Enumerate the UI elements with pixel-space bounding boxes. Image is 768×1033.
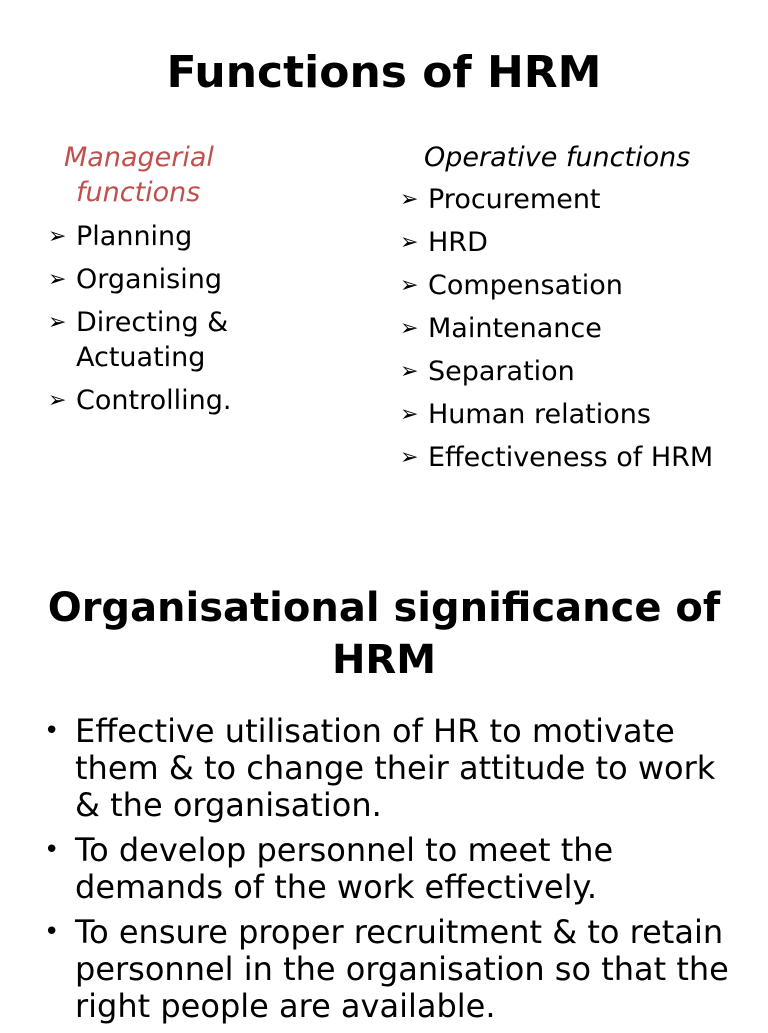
bullet-text: To ensure proper recruitment & to retain personnel in the organisation so that the right people are available. [75, 913, 729, 1025]
list-item-label: Procurement [428, 184, 601, 215]
list-item-label: Compensation [428, 270, 623, 301]
list-item [48, 383, 308, 418]
managerial-heading-line1: Managerial [64, 142, 214, 173]
list-item [400, 268, 720, 303]
list-item [44, 914, 744, 1025]
list-item-label: Effectiveness of HRM [428, 442, 714, 473]
list-item [48, 305, 308, 375]
arrow-bullet-icon: ➢ [400, 445, 419, 470]
operative-functions-heading: Operative functions [424, 142, 691, 173]
slide-title-functions: Functions of HRM [166, 47, 602, 98]
list-item-label: Organising [76, 264, 222, 295]
list-item [400, 354, 720, 389]
bullet-text: To develop personnel to meet the demands of the work effectively. [75, 831, 614, 906]
list-item-label: Directing & Actuating [76, 307, 229, 373]
bullet-dot-icon: • [44, 917, 60, 947]
bullet-dot-icon: • [44, 716, 60, 746]
arrow-bullet-icon: ➢ [48, 310, 67, 335]
list-item-label: Maintenance [428, 313, 602, 344]
operative-functions-list [400, 182, 720, 483]
list-item [44, 713, 744, 824]
arrow-bullet-icon: ➢ [48, 224, 67, 249]
list-item [400, 397, 720, 432]
arrow-bullet-icon: ➢ [400, 359, 419, 384]
slide-title-organisational-significance: Organisational significance of HRM [47, 585, 721, 683]
arrow-bullet-icon: ➢ [400, 316, 419, 341]
list-item [400, 182, 720, 217]
managerial-functions-heading [64, 140, 304, 210]
list-item-label: HRD [428, 227, 488, 258]
list-item [400, 225, 720, 260]
bullet-text: Effective utilisation of HR to motivate them & to change their attitude to work & the organisation. [75, 712, 716, 824]
arrow-bullet-icon: ➢ [400, 230, 419, 255]
managerial-functions-list [48, 219, 308, 426]
arrow-bullet-icon: ➢ [48, 267, 67, 292]
arrow-bullet-icon: ➢ [400, 187, 419, 212]
managerial-heading-line2: functions [76, 177, 201, 208]
list-item-label: Separation [428, 356, 575, 387]
list-item [48, 219, 308, 254]
list-item [400, 440, 720, 475]
list-item-label: Controlling. [76, 385, 232, 416]
list-item [48, 262, 308, 297]
list-item [44, 832, 744, 906]
significance-bullet-list [44, 713, 744, 1033]
arrow-bullet-icon: ➢ [400, 402, 419, 427]
list-item-label: Human relations [428, 399, 651, 430]
arrow-bullet-icon: ➢ [48, 388, 67, 413]
list-item [400, 311, 720, 346]
list-item-label: Planning [76, 221, 193, 252]
bullet-dot-icon: • [44, 835, 60, 865]
arrow-bullet-icon: ➢ [400, 273, 419, 298]
